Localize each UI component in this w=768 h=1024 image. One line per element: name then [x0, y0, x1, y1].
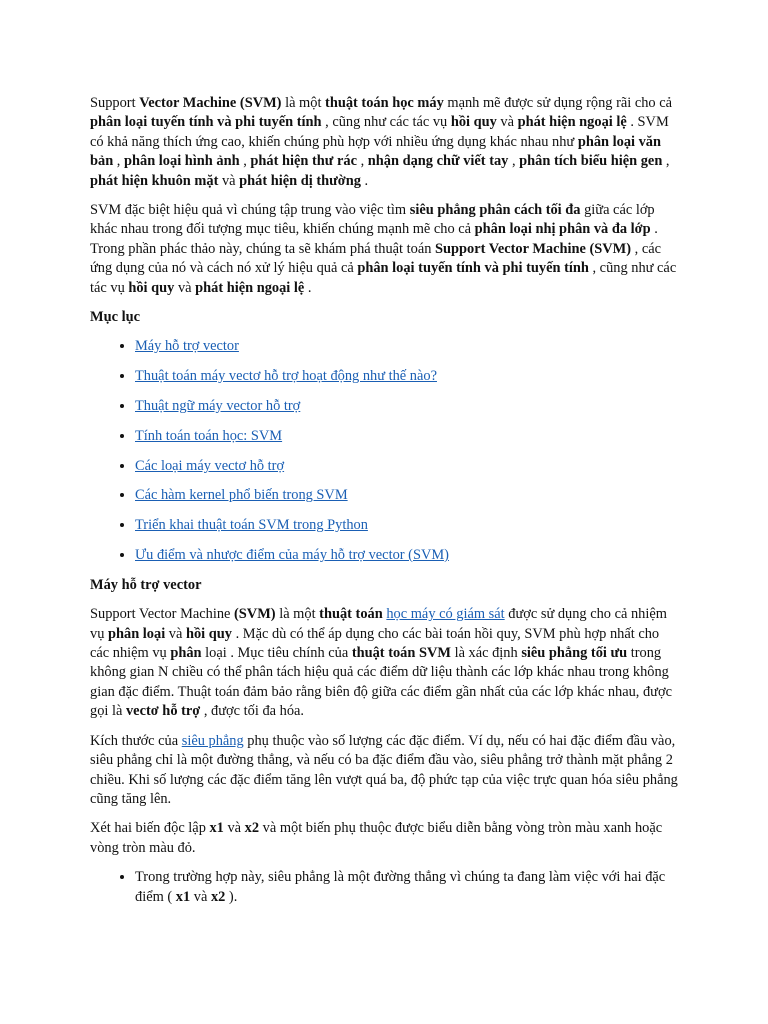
- bold-text: phát hiện khuôn mặt: [90, 172, 219, 189]
- bullet-list: [90, 868, 680, 907]
- bold-text: (SVM): [234, 606, 276, 623]
- toc-link-types[interactable]: Các loại máy vectơ hỗ trợ: [135, 457, 285, 474]
- bold-text: phát hiện ngoại lệ: [517, 114, 627, 131]
- text-span: Support: [90, 95, 140, 111]
- table-of-contents: [90, 337, 680, 565]
- bold-text: phân: [170, 645, 202, 662]
- bold-text: phân loại tuyến tính và phi tuyến tính: [90, 114, 322, 131]
- text-span: là một: [281, 95, 326, 111]
- intro-paragraph-1: [90, 94, 680, 191]
- bold-text: phát hiện ngoại lệ: [195, 279, 305, 296]
- text-span: , cũng như các tác vụ: [321, 114, 451, 131]
- text-span: ,: [113, 153, 124, 170]
- bold-text: phân tích biểu hiện gen: [519, 153, 663, 170]
- toc-link-how-it-works[interactable]: Thuật toán máy vectơ hỗ trợ hoạt động như thế nào?: [135, 368, 437, 385]
- toc-item: [135, 486, 680, 505]
- text-span: , các ứng dụng của nó và cách nó xử lý hiệu quả cả: [90, 240, 662, 277]
- text-span: là xác định: [450, 645, 522, 662]
- text-span: loại . Mục tiêu chính của: [201, 645, 352, 662]
- toc-item: [135, 397, 680, 416]
- bold-text: x1: [209, 820, 224, 837]
- toc-link-pros-cons[interactable]: Ưu điểm và nhược điểm của máy hỗ trợ vector (SVM): [135, 547, 449, 564]
- text-span: giữa các lớp khác nhau trong đối tượng mục tiêu, khiến chúng mạnh mẽ cho cả: [90, 202, 655, 238]
- bold-text: thuật toán SVM: [351, 645, 451, 662]
- text-span: . SVM có khả năng thích ứng cao, khiến chúng phù hợp với nhiều ứng dụng khác nhau như: [90, 114, 669, 150]
- toc-link-math[interactable]: Tính toán toán học: SVM: [135, 427, 283, 444]
- section-paragraph-1: [90, 605, 680, 721]
- bold-text: x2: [210, 888, 226, 905]
- text-span: ,: [662, 153, 670, 170]
- text-span: và: [165, 625, 186, 642]
- list-item: [135, 868, 680, 907]
- bold-text: siêu phẳng phân cách tối đa: [409, 202, 581, 219]
- bold-text: phân loại nhị phân và đa lớp: [474, 221, 651, 238]
- toc-heading: Mục lục: [90, 309, 140, 326]
- bold-text: x2: [244, 820, 260, 837]
- toc-item: [135, 427, 680, 446]
- text-span: .: [360, 172, 369, 189]
- section-paragraph-3: [90, 819, 680, 858]
- bold-text: vectơ hỗ trợ: [125, 703, 201, 720]
- text-span: mạnh mẽ được sử dụng rộng rãi cho cả: [443, 95, 672, 111]
- toc-item: [135, 337, 680, 356]
- toc-item: [135, 546, 680, 565]
- toc-link-python[interactable]: Triển khai thuật toán SVM trong Python: [135, 517, 368, 534]
- text-span: là một: [275, 606, 320, 623]
- bold-text: hồi quy: [450, 114, 497, 131]
- text-span: SVM đặc biệt hiệu quả vì chúng tập trung vào việc tìm: [90, 202, 410, 219]
- toc-item: [135, 457, 680, 476]
- bold-text: phân loại: [108, 625, 166, 642]
- text-span: Trong trường hợp này, siêu phẳng là một đường thẳng vì chúng ta đang làm việc với hai đặc điểm (: [135, 869, 666, 905]
- section-heading: Máy hỗ trợ vector: [90, 576, 202, 593]
- document-page: [90, 94, 680, 917]
- text-span: trong không gian N chiều có thể phân tách hiệu quả các điểm dữ liệu thành các lớp khác nhau trong không gian đặc điểm. Thuật toán đảm bảo rằng biên độ giữa các điểm gần nhất của các lớp khác nhau, được gọi là: [90, 645, 672, 720]
- bold-text: Support Vector Machine (SVM): [435, 240, 632, 257]
- intro-paragraph-2: [90, 201, 680, 298]
- bold-text: thuật toán học máy: [325, 95, 444, 111]
- text-span: và: [496, 114, 518, 131]
- section-paragraph-2: [90, 732, 680, 810]
- text-span: và: [174, 279, 196, 296]
- toc-item: [135, 367, 680, 386]
- text-span: , được tối đa hóa.: [200, 703, 304, 720]
- bold-text: hồi quy: [128, 279, 175, 296]
- text-span: và: [223, 820, 245, 837]
- toc-link-terminology[interactable]: Thuật ngữ máy vector hỗ trợ: [135, 398, 301, 415]
- bold-text: phân loại tuyến tính và phi tuyến tính: [357, 260, 589, 277]
- bold-text: hồi quy: [185, 625, 232, 642]
- bold-text: Vector Machine (SVM): [139, 95, 282, 111]
- bold-text: siêu phẳng tối ưu: [521, 645, 628, 662]
- toc-link-kernels[interactable]: Các hàm kernel phổ biến trong SVM: [135, 487, 348, 504]
- bold-text: phát hiện thư rác: [250, 153, 357, 170]
- text-span: . Mặc dù có thể áp dụng cho các bài toán hồi quy, SVM phù hợp nhất cho các nhiệm vụ: [90, 625, 660, 662]
- text-span: Support Vector Machine: [90, 606, 235, 623]
- text-span: ).: [225, 888, 238, 905]
- text-span: . Trong phần phác thảo này, chúng ta sẽ khám phá thuật toán: [90, 221, 658, 257]
- text-span: và: [190, 888, 211, 905]
- supervised-learning-link[interactable]: học máy có giám sát: [386, 606, 505, 623]
- hyperplane-link[interactable]: siêu phẳng: [181, 732, 244, 749]
- text-span: được sử dụng cho cả nhiệm vụ: [90, 606, 667, 642]
- bold-text: phân loại văn bản: [90, 133, 662, 170]
- text-span: ,: [239, 153, 251, 170]
- text-span: Xét hai biến độc lập: [90, 820, 210, 837]
- bold-text: x1: [175, 888, 191, 905]
- text-span: .: [304, 279, 312, 296]
- text-span: phụ thuộc vào số lượng các đặc điểm. Ví dụ, nếu có hai đặc điểm đầu vào, siêu phẳng chỉ là một đường thẳng, và nếu có ba đặc điểm đầu vào, siêu phẳng trở thành mặt phẳng 2 chiều. Khi số lượng các đặc điểm tăng lên vượt quá ba, độ phức tạp của việc trực quan hóa siêu phẳng cũng tăng lên.: [90, 732, 678, 807]
- text-span: ,: [357, 153, 368, 170]
- text-span: , cũng như các tác vụ: [90, 260, 677, 296]
- toc-item: [135, 516, 680, 535]
- toc-link-svm[interactable]: Máy hỗ trợ vector: [135, 338, 239, 355]
- bold-text: thuật toán: [319, 606, 383, 623]
- text-span: và một biến phụ thuộc được biểu diễn bằng vòng tròn màu xanh hoặc vòng tròn màu đỏ.: [90, 820, 663, 856]
- bold-text: nhận dạng chữ viết tay: [367, 153, 509, 170]
- text-span: ,: [508, 153, 520, 170]
- bold-text: phát hiện dị thường: [239, 172, 361, 189]
- text-span: Kích thước của: [90, 732, 182, 749]
- text-span: và: [218, 172, 240, 189]
- bold-text: phân loại hình ảnh: [124, 153, 240, 170]
